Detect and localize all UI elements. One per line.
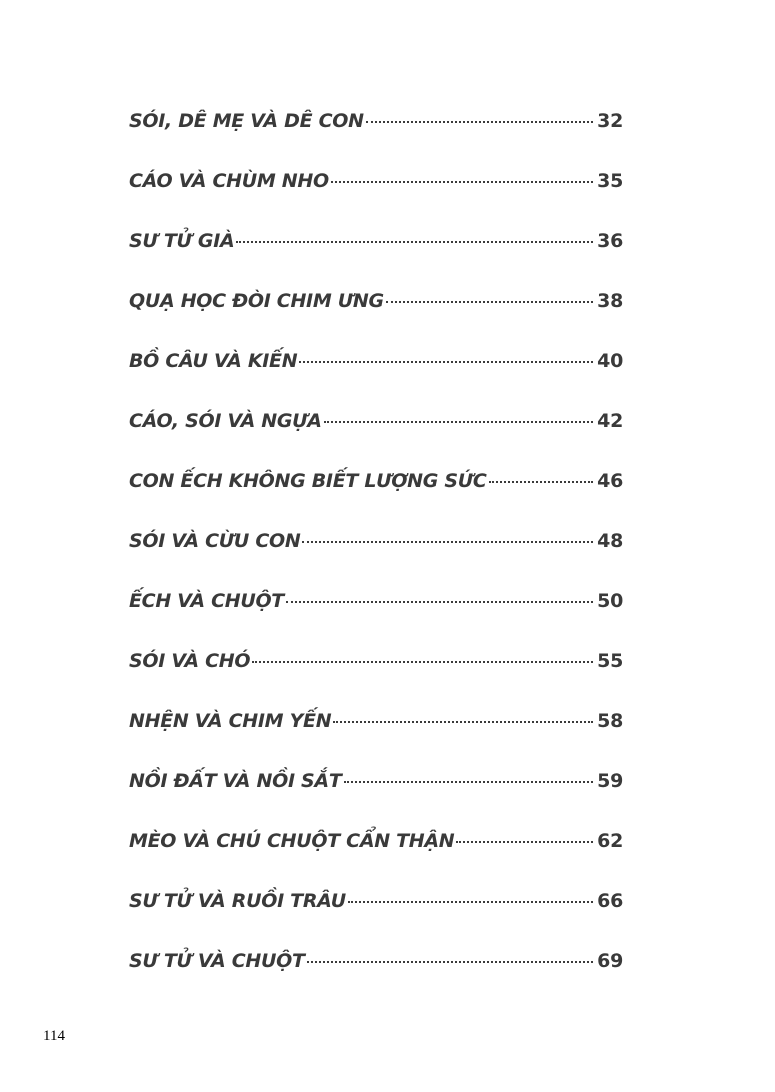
dot-leader	[331, 181, 593, 183]
dot-leader	[252, 661, 593, 663]
table-of-contents	[129, 110, 623, 1010]
toc-entry-title: ẾCH VÀ CHUỘT	[129, 590, 284, 612]
toc-entry-page: 59	[597, 770, 623, 792]
toc-entry-page: 62	[597, 830, 623, 852]
toc-entry-page: 32	[597, 110, 623, 132]
dot-leader	[489, 481, 594, 483]
dot-leader	[302, 541, 593, 543]
toc-entry-title: BỒ CÂU VÀ KIẾN	[129, 350, 298, 372]
toc-entry-title: CÁO VÀ CHÙM NHO	[129, 170, 329, 192]
toc-entry-page: 38	[597, 290, 623, 312]
toc-entry-page: 40	[597, 350, 623, 372]
toc-entry-title: SƯ TỬ VÀ RUỒI TRÂU	[129, 890, 346, 912]
toc-entry[interactable]	[129, 710, 623, 770]
dot-leader	[236, 241, 593, 243]
dot-leader	[333, 721, 593, 723]
toc-entry[interactable]	[129, 230, 623, 290]
toc-entry[interactable]	[129, 650, 623, 710]
toc-entry-page: 48	[597, 530, 623, 552]
dot-leader	[366, 121, 593, 123]
toc-entry[interactable]	[129, 470, 623, 530]
toc-entry-title: SÓI, DÊ MẸ VÀ DÊ CON	[129, 110, 364, 132]
toc-entry[interactable]	[129, 530, 623, 590]
toc-entry[interactable]	[129, 110, 623, 170]
toc-entry[interactable]	[129, 590, 623, 650]
dot-leader	[344, 781, 594, 783]
dot-leader	[299, 361, 593, 363]
toc-entry-page: 42	[597, 410, 623, 432]
page-number: 114	[43, 1028, 65, 1044]
toc-entry[interactable]	[129, 890, 623, 950]
toc-entry-page: 36	[597, 230, 623, 252]
toc-entry-title: NHỆN VÀ CHIM YẾN	[129, 710, 332, 732]
toc-entry-title: SÓI VÀ CHÓ	[129, 650, 251, 672]
dot-leader	[386, 301, 593, 303]
toc-entry[interactable]	[129, 410, 623, 470]
toc-entry[interactable]	[129, 350, 623, 410]
toc-entry-title: SƯ TỬ GIÀ	[129, 230, 235, 252]
dot-leader	[324, 421, 593, 423]
toc-entry-page: 46	[597, 470, 623, 492]
toc-entry-page: 69	[597, 950, 623, 972]
toc-entry-title: SƯ TỬ VÀ CHUỘT	[129, 950, 305, 972]
toc-entry[interactable]	[129, 950, 623, 1010]
toc-entry-title: CON ẾCH KHÔNG BIẾT LƯỢNG SỨC	[129, 470, 487, 492]
toc-entry-page: 66	[597, 890, 623, 912]
dot-leader	[286, 601, 593, 603]
toc-entry[interactable]	[129, 290, 623, 350]
toc-entry-title: QUẠ HỌC ĐÒI CHIM ƯNG	[129, 290, 384, 312]
toc-entry-page: 50	[597, 590, 623, 612]
toc-entry-page: 55	[597, 650, 623, 672]
toc-entry-title: CÁO, SÓI VÀ NGỰA	[129, 410, 322, 432]
toc-entry-title: SÓI VÀ CỪU CON	[129, 530, 301, 552]
dot-leader	[456, 841, 593, 843]
toc-entry[interactable]	[129, 170, 623, 230]
toc-entry-title: MÈO VÀ CHÚ CHUỘT CẨN THẬN	[129, 830, 455, 852]
dot-leader	[348, 901, 593, 903]
toc-entry-page: 58	[597, 710, 623, 732]
dot-leader	[307, 961, 594, 963]
toc-entry-title: NỒI ĐẤT VÀ NỒI SẮT	[129, 770, 342, 792]
toc-entry[interactable]	[129, 770, 623, 830]
toc-entry-page: 35	[597, 170, 623, 192]
toc-entry[interactable]	[129, 830, 623, 890]
